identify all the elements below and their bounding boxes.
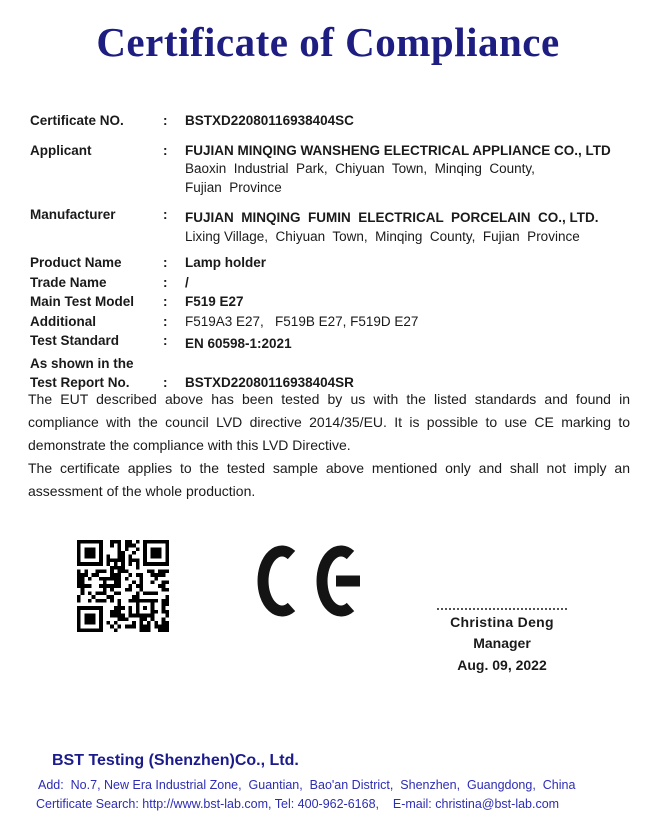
- field-value-line: Baoxin Industrial Park, Chiyuan Town, Minqing County,: [185, 161, 535, 176]
- footer-company-name: BST Testing (Shenzhen)Co., Ltd.: [52, 752, 299, 769]
- statement-paragraph: The certificate applies to the tested sample above mentioned only and shall not imply an assessment of the whole production.: [28, 460, 630, 499]
- field-label: Additional: [30, 313, 96, 329]
- signature-date: Aug. 09, 2022: [457, 657, 547, 673]
- field-value: [185, 274, 632, 293]
- certificate-title: Certificate of Compliance: [96, 19, 560, 65]
- field-value: [185, 206, 632, 246]
- field-colon: :: [163, 333, 168, 348]
- field-label: Main Test Model: [30, 294, 135, 309]
- signature-dotted-line: [437, 608, 567, 610]
- field-value-line: F519A3 E27, F519B E27, F519D E27: [185, 313, 419, 329]
- field-row: [30, 112, 632, 131]
- field-row: [30, 332, 632, 354]
- statement-paragraph: The EUT described above has been tested by us with the listed standards and found in compliance with the council LVD directive 2014/35/EU. It is possible to use CE marking to demonstrate the compliance with this LVD Directive.: [28, 391, 630, 453]
- compliance-statement: [28, 388, 630, 503]
- field-colon: :: [163, 294, 168, 309]
- field-label: Certificate NO.: [30, 113, 124, 128]
- field-value: [185, 293, 632, 312]
- field-label: Product Name: [30, 255, 122, 270]
- field-value: [185, 112, 632, 131]
- field-value: [185, 355, 632, 374]
- signatory-name: Christina Deng: [450, 614, 554, 630]
- field-value: [185, 332, 632, 354]
- field-value-line: EN 60598-1:2021: [185, 336, 292, 351]
- field-colon: :: [163, 113, 168, 128]
- field-row: [30, 142, 632, 198]
- field-row: [30, 254, 632, 273]
- field-colon: :: [163, 255, 168, 270]
- field-value-line: F519 E27: [185, 294, 244, 309]
- field-label: Test Report No.: [30, 375, 130, 390]
- field-colon: :: [163, 274, 168, 290]
- field-row: [30, 274, 632, 293]
- field-value: [185, 313, 632, 332]
- field-row: [30, 206, 632, 246]
- field-colon: :: [163, 375, 168, 390]
- qr-code-icon: [77, 540, 169, 632]
- field-label: Test Standard: [30, 333, 120, 348]
- field-row: [30, 293, 632, 312]
- info-table: [30, 112, 632, 394]
- field-value-line: Fujian Province: [185, 179, 282, 195]
- field-colon: :: [163, 142, 168, 158]
- field-value-line: Lixing Village, Chiyuan Town, Minqing County, Fujian Province: [185, 228, 580, 244]
- field-value: [185, 142, 632, 198]
- field-colon: :: [163, 313, 168, 329]
- field-label: Applicant: [30, 142, 92, 158]
- signature-block: [412, 608, 592, 673]
- field-label: As shown in the: [30, 355, 134, 371]
- field-value: [185, 254, 632, 273]
- signatory-title: Manager: [473, 635, 531, 651]
- field-value-line: Lamp holder: [185, 255, 267, 270]
- field-value-line: /: [185, 274, 189, 290]
- field-label: Manufacturer: [30, 207, 116, 222]
- field-colon: :: [163, 207, 168, 222]
- field-value-line: FUJIAN MINQING FUMIN ELECTRICAL PORCELAIN CO., LTD.: [185, 210, 599, 225]
- ce-mark-icon: [256, 544, 364, 618]
- footer-contact: Certificate Search: http://www.bst-lab.com, Tel: 400-962-6168, E-mail: christina@bst-lab.com: [36, 797, 560, 811]
- field-row: [30, 355, 632, 374]
- field-label: Trade Name: [30, 274, 107, 290]
- field-colon: [163, 355, 185, 374]
- field-value-line: FUJIAN MINQING WANSHENG ELECTRICAL APPLIANCE CO., LTD: [185, 142, 611, 158]
- field-row: [30, 313, 632, 332]
- field-value-line: BSTXD22080116938404SR: [185, 375, 354, 390]
- footer-address: Add: No.7, New Era Industrial Zone, Guantian, Bao'an District, Shenzhen, Guangdong, China: [38, 778, 576, 792]
- field-value-line: BSTXD22080116938404SC: [185, 113, 354, 128]
